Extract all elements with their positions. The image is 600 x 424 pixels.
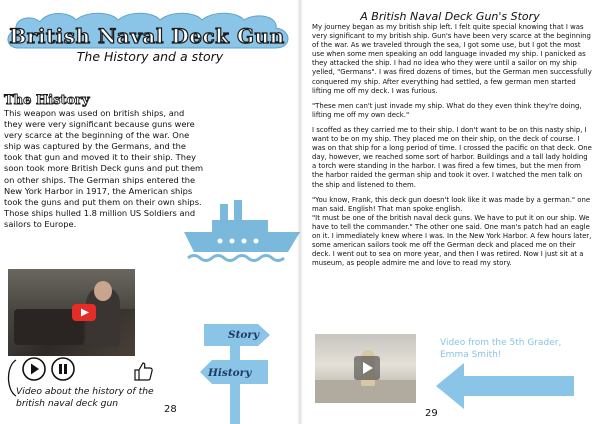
- thumbs-up-icon[interactable]: [132, 360, 154, 382]
- subtitle: The History and a story: [76, 49, 224, 64]
- story-body: [312, 23, 594, 274]
- video-presenter-head: [94, 281, 112, 301]
- story-title: A British Naval Deck Gun's Story: [360, 10, 540, 23]
- story-paragraph: My journey began as my british ship left. I felt quite special knowing that I was very significant to my british ship. Gun's have been very scarce at the beginning of the war. As we traveled through the sea, I got some use, but I got the most use when some men speaking an odd language invaded my ship. I panicked as they attacked the ship. I had no idea who they were until a sailor on my ship yelled, "Germans". I was fired dozens of times, but the German men successfully conquered my ship. After everything had settled, a few german men started lifting me off my deck. I was furious.: [312, 23, 592, 95]
- history-video[interactable]: [8, 269, 135, 356]
- page-number-right: 29: [425, 408, 438, 419]
- story-paragraph: I scoffed as they carried me to their ship. I don't want to be on this nasty ship, I want to be on my ship. They placed me on their ship, on the deck of course. I was on that ship for a long period of time. I crossed the pacific on that deck. One day, however, we reached some sort of harbor. Buildings and a tall lady holding a torch were standing in the harbor. I was fired a few times, but the men from the harbor raided the german ship and took it over. I watched the men talk on the ship and listened to them.: [312, 125, 592, 189]
- title-banner: [4, 10, 290, 74]
- signpost-history-link[interactable]: History: [208, 367, 252, 379]
- pause-icon[interactable]: [51, 357, 75, 381]
- video-play-icon[interactable]: [354, 356, 380, 380]
- student-video[interactable]: [315, 334, 416, 403]
- youtube-play-icon[interactable]: [72, 304, 96, 321]
- video-caption: Video about the history of the british naval deck gun: [16, 386, 154, 409]
- story-paragraph: "You know, Frank, this deck gun doesn't look like it was made by a german." one man said. English! That man spoke english. "It must be one of the british naval deck guns. We have to put it on our ship. We have to tell the commander." The other one said. One man's patch had an eagle on it. I immediately knew where I was. In the New York Harbor. A few hours later, some american sailors took me off the German deck and placed me on their deck. I went out to sea on more year, and then I was retired. Now I just sit at a museum, as people admire me and love to read my story.: [312, 195, 592, 268]
- video-credit: Video from the 5th Grader, Emma Smith!: [440, 338, 562, 360]
- arrow-left-icon: [436, 363, 576, 409]
- history-text: This weapon was used on british ships, and they were very significant because guns were very scarce at the beginning of the war. One ship was captured by the Germans, and the took that gun and moved it to their ship. They soon took more British Deck guns and put them on other ships. The German ships entered the New York Harbor in 1917, the American ships took the guns and put them on their own ships. Those ships hulled 1.8 million US Soldiers and sailors to Europe.: [4, 108, 204, 229]
- history-heading: The History: [4, 93, 90, 108]
- main-title: British Naval Deck Gun: [9, 24, 285, 48]
- story-paragraph: "These men can't just invade my ship. What do they even think they're doing, lifting me off my own deck.": [312, 101, 582, 119]
- ship-icon: [184, 200, 300, 262]
- signpost-story-link[interactable]: Story: [228, 329, 260, 341]
- page-number-left: 28: [164, 404, 177, 415]
- play-icon[interactable]: [22, 357, 46, 381]
